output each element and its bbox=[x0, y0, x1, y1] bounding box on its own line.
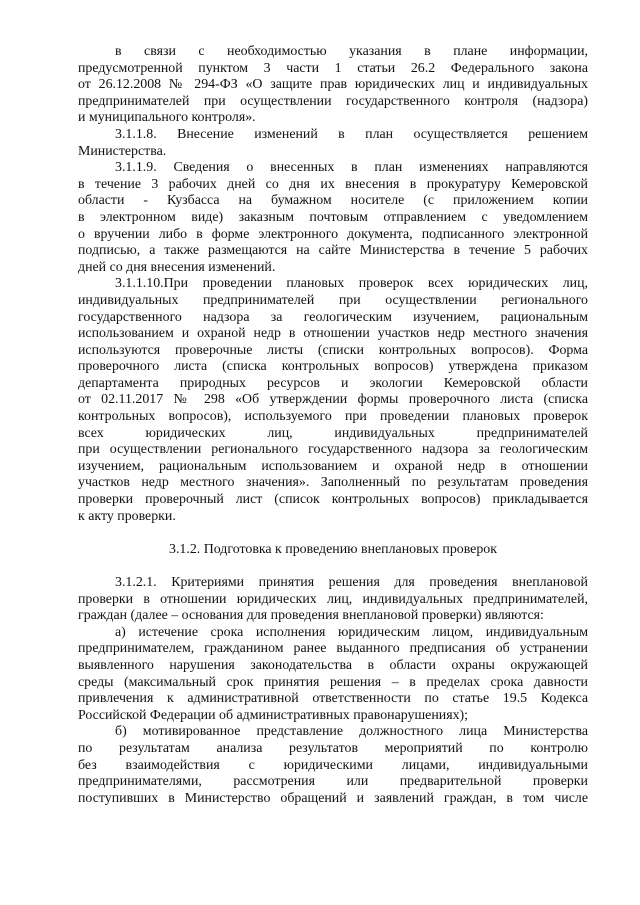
text-line: всех юридических лиц, индивидуальных предпринимателей bbox=[78, 425, 588, 441]
text-line: по результатам анализа результатов мероприятий по контролю bbox=[78, 740, 588, 756]
text-line: без взаимодействия с юридическими лицами, индивидуальными bbox=[78, 757, 588, 773]
text-line: изучением, рациональным использованием и охраной недр в отношении bbox=[78, 458, 588, 474]
text-line: предпринимателей при осуществлении государственного контроля (надзора) bbox=[78, 93, 588, 109]
text-line: поступивших в Министерство обращений и заявлений граждан, в том числе bbox=[78, 790, 588, 806]
text-line: привлечения к административной ответственности по статье 19.5 Кодекса bbox=[78, 691, 588, 707]
text-line: проверочного листа (списка контрольных вопросов) утверждена приказом bbox=[78, 359, 588, 375]
text-line: области - Кузбасса на бумажном носителе (с приложением копии bbox=[78, 193, 588, 209]
text-line: в течение 3 рабочих дней со дня их внесения в прокуратуру Кемеровской bbox=[78, 176, 588, 192]
section-heading: 3.1.2. Подготовка к проведению внеплановых проверок bbox=[169, 541, 497, 557]
text-line: выявленного нарушения законодательства в области охраны окружающей bbox=[78, 657, 588, 673]
text-line: индивидуальных предпринимателей при осуществлении регионального bbox=[78, 292, 588, 308]
text-line: б) мотивированное представление должностного лица Министерства bbox=[115, 724, 588, 740]
text-line: использованием и охраной недр в отношении участков недр местного значения bbox=[78, 326, 588, 342]
text-line: государственного надзора за геологическим изучением, рациональным bbox=[78, 309, 588, 325]
text-line: и муниципального контроля». bbox=[78, 110, 256, 126]
text-line: контрольных вопросов), используемого при проведении плановых проверок bbox=[78, 409, 588, 425]
text-line: участков недр местного значения». Заполненный по результатам проведения bbox=[78, 475, 588, 491]
text-line: 3.1.1.9. Сведения о внесенных в план изменениях направляются bbox=[115, 160, 588, 176]
text-line: используются проверочные листы (списки контрольных вопросов). Форма bbox=[78, 342, 588, 358]
text-line: подписью, а также размещаются на сайте Министерства в течение 5 рабочих bbox=[78, 243, 588, 259]
text-line: 3.1.2.1. Критериями принятия решения для проведения внеплановой bbox=[115, 575, 588, 590]
text-line: предпринимателями, рассмотрения или предварительной проверки bbox=[78, 774, 588, 790]
text-line: о вручении либо в форме электронного документа, подписанного электронной bbox=[78, 226, 588, 242]
text-line: предусмотренной пунктом 3 части 1 статьи 26.2 Федерального закона bbox=[78, 60, 588, 76]
text-line: граждан (далее – основания для проведения внеплановой проверки) являются: bbox=[78, 608, 544, 624]
blank-line bbox=[78, 558, 588, 575]
text-line: 3.1.1.8. Внесение изменений в план осуществляется решением bbox=[115, 126, 588, 142]
text-line: проверки проверочный лист (список контрольных вопросов) прикладывается bbox=[78, 492, 588, 508]
text-line: 3.1.1.10.При проведении плановых проверок всех юридических лиц, bbox=[115, 276, 588, 292]
text-line: Российской Федерации об административных правонарушениях); bbox=[78, 707, 469, 723]
text-line: при осуществлении регионального государственного надзора за геологическим bbox=[78, 442, 588, 458]
text-line: проверки в отношении юридических лиц, индивидуальных предпринимателей, bbox=[78, 591, 588, 607]
text-line: в электронном виде) заказным почтовым отправлением с уведомлением bbox=[78, 209, 588, 225]
document-page bbox=[78, 44, 588, 807]
blank-line bbox=[78, 525, 588, 542]
text-line: в связи с необходимостью указания в плане информации, bbox=[115, 44, 588, 59]
text-line: от 02.11.2017 № 298 «Об утверждении формы проверочного листа (списка bbox=[78, 392, 588, 408]
text-line: Министерства. bbox=[78, 143, 167, 159]
text-line: а) истечение срока исполнения юридическим лицом, индивидуальным bbox=[115, 624, 588, 640]
text-line: от 26.12.2008 № 294-ФЗ «О защите прав юридических лиц и индивидуальных bbox=[78, 77, 588, 93]
text-line: предпринимателем, гражданином ранее выданного предписания об устранении bbox=[78, 641, 588, 657]
text-line: департамента природных ресурсов и экологии Кемеровской области bbox=[78, 375, 588, 391]
text-line: дней со дня внесения изменений. bbox=[78, 259, 276, 275]
text-line: к акту проверки. bbox=[78, 508, 176, 524]
text-line: среды (максимальный срок принятия решения – в пределах срока давности bbox=[78, 674, 588, 690]
